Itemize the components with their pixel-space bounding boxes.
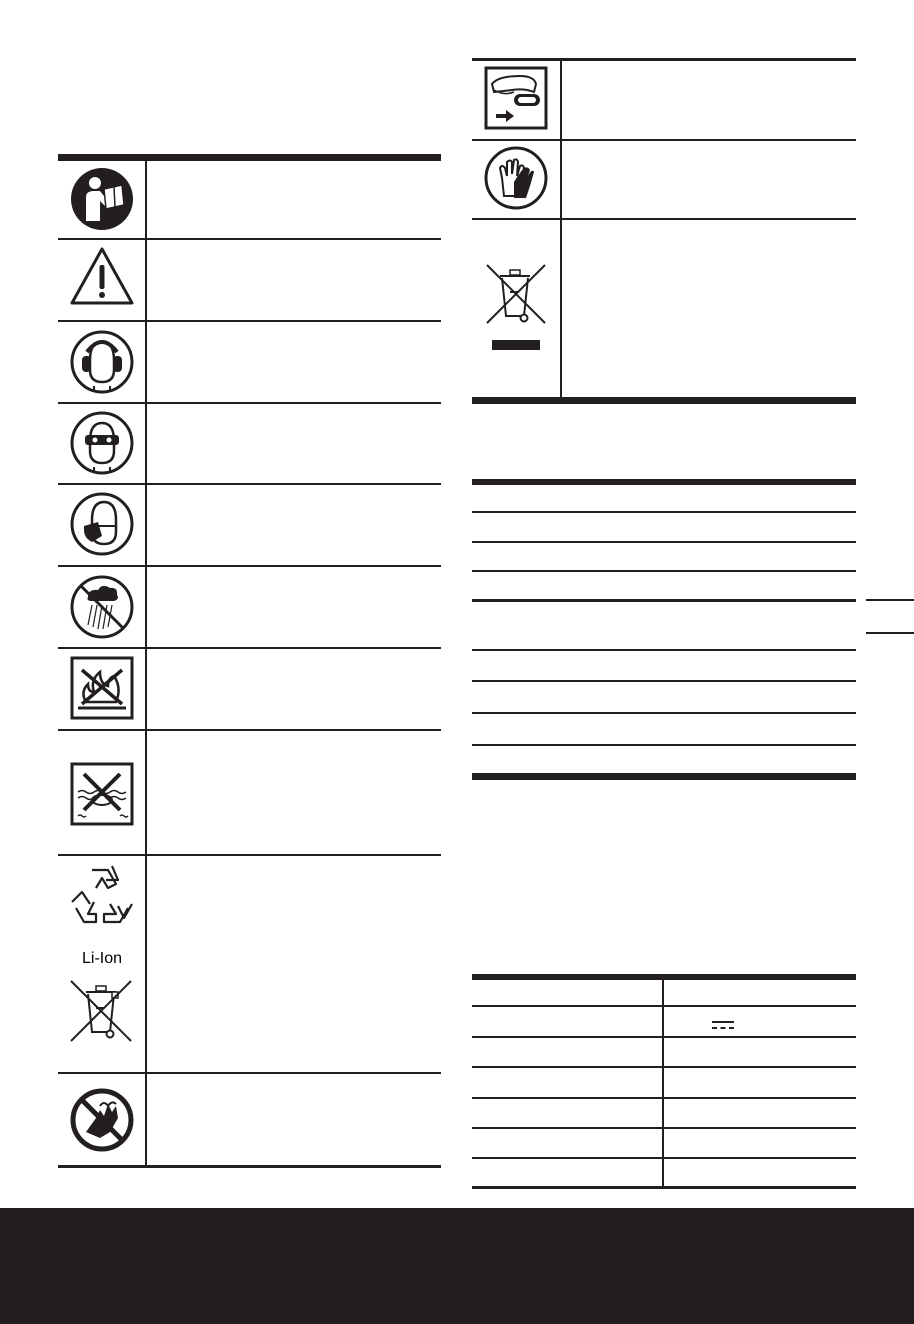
- row-divider: [472, 218, 856, 220]
- dust-mask-icon: [70, 492, 134, 556]
- footer-band: [0, 1208, 914, 1324]
- protective-gloves-icon: [484, 146, 548, 210]
- no-fire-icon: [70, 656, 134, 720]
- battery-removal-icon: [484, 66, 548, 130]
- read-manual-icon: [70, 167, 134, 231]
- row-divider: [58, 647, 441, 649]
- table-bottom-rule: [472, 773, 856, 780]
- table-row-divider: [472, 744, 856, 746]
- ear-protection-icon: [70, 330, 134, 394]
- table-row-divider: [472, 1066, 856, 1068]
- row-divider: [58, 320, 441, 322]
- table-row-divider: [472, 680, 856, 682]
- dc-current-icon: [712, 1017, 734, 1027]
- table-row-divider: [472, 1127, 856, 1129]
- table-top-rule: [472, 479, 856, 485]
- table-row-divider: [472, 599, 856, 602]
- table-row-divider: [472, 570, 856, 572]
- table-top-rule: [58, 154, 441, 161]
- crossed-bin-icon: [68, 978, 134, 1044]
- table-row-divider: [472, 1036, 856, 1038]
- row-divider: [472, 139, 856, 141]
- table-bottom-rule: [58, 1165, 441, 1168]
- side-tab-mark: [866, 632, 914, 634]
- eye-protection-icon: [70, 411, 134, 475]
- warning-triangle-icon: [69, 246, 135, 306]
- table-top-rule: [472, 974, 856, 980]
- table-row-divider: [472, 1157, 856, 1159]
- table-row-divider: [472, 649, 856, 651]
- recycle-liion-icon: [62, 862, 142, 942]
- liion-label: Li-Ion: [81, 950, 123, 967]
- table-row-divider: [472, 511, 856, 513]
- no-water-immersion-icon: [70, 762, 134, 826]
- table-row-divider: [472, 1097, 856, 1099]
- row-divider: [58, 729, 441, 731]
- table-row-divider: [472, 1005, 856, 1007]
- no-touch-icon: [70, 1088, 134, 1152]
- row-divider: [58, 238, 441, 240]
- no-rain-icon: [70, 575, 134, 639]
- table-row-divider: [472, 541, 856, 543]
- table-column-divider: [145, 161, 147, 1167]
- table-bottom-rule: [472, 1186, 856, 1189]
- row-divider: [58, 854, 441, 856]
- row-divider: [58, 402, 441, 404]
- row-divider: [58, 1072, 441, 1074]
- table-top-rule: [472, 58, 856, 61]
- table-bottom-rule: [472, 397, 856, 404]
- table-row-divider: [472, 712, 856, 714]
- row-divider: [58, 483, 441, 485]
- table-column-divider: [560, 58, 562, 398]
- row-divider: [58, 565, 441, 567]
- side-tab-mark: [866, 599, 914, 601]
- weee-bin-icon: [484, 262, 548, 352]
